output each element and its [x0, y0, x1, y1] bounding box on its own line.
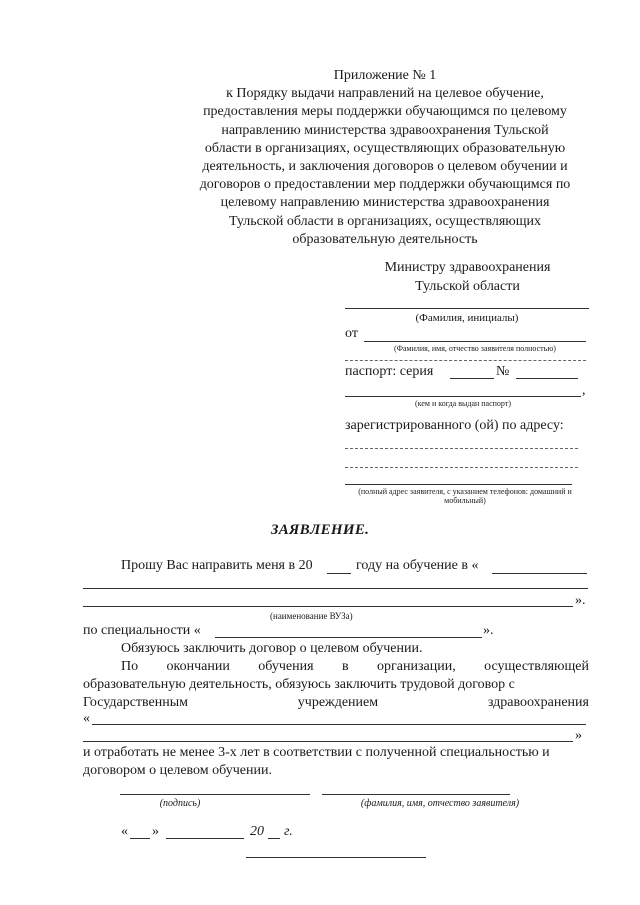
specialty-field[interactable] — [215, 637, 482, 638]
applicant-fio-caption: (фамилия, имя, отчество заявителя) — [360, 798, 520, 809]
obligation-word: в — [342, 659, 349, 674]
specialty-label: по специальности « — [83, 623, 201, 638]
appendix-line: Тульской области в организациях, осуществляющих — [228, 213, 542, 229]
signature-line[interactable] — [120, 794, 310, 795]
registered-address-label: зарегистрированного (ой) по адресу: — [345, 418, 564, 433]
appendix-line: образовательную деятельность — [292, 231, 478, 247]
university-field-3[interactable] — [83, 606, 573, 607]
appendix-line: договоров о предоставлении мер поддержки обучающимся по — [199, 177, 571, 193]
university-caption: (наименование ВУЗа) — [270, 611, 353, 621]
obligation-word: По — [121, 659, 139, 674]
university-field-1[interactable] — [492, 573, 587, 574]
date-year-field[interactable] — [268, 838, 280, 839]
university-close-quote: ». — [575, 593, 586, 608]
signature-caption: (подпись) — [159, 798, 201, 809]
date-open-quote: « — [121, 824, 128, 839]
appendix-line: Приложение № 1 — [333, 68, 437, 83]
applicant-name-line-2[interactable] — [345, 360, 586, 361]
obligation-word: организации, — [377, 659, 456, 674]
passport-series-field[interactable] — [450, 378, 494, 379]
appendix-line: к Порядку выдачи направлений на целевое обучение, — [226, 86, 544, 102]
date-year-suffix: г. — [284, 824, 293, 839]
address-caption: (полный адрес заявителя, с указанием телефонов: домашний и мобильный) — [358, 487, 572, 505]
request-prefix: Прошу Вас направить меня в 20 — [121, 558, 313, 573]
closing-line-2: договором о целевом обучении. — [83, 763, 272, 778]
obligation-word: Государственным — [83, 695, 189, 710]
passport-series-label: паспорт: серия — [345, 364, 434, 379]
passport-number-field[interactable] — [516, 378, 578, 379]
address-line-1[interactable] — [345, 448, 578, 449]
obligation-contract: Обязуюсь заключить договор о целевом обучении. — [121, 641, 423, 656]
applicant-name-line[interactable] — [364, 341, 586, 342]
date-close-quote: » — [152, 824, 159, 839]
university-field-2[interactable] — [83, 588, 588, 589]
appendix-header — [180, 67, 590, 249]
addressee-region: Тульской области — [415, 279, 520, 294]
institution-field-2[interactable] — [83, 741, 573, 742]
institution-open-quote: « — [83, 711, 90, 726]
obligation-line-2: образовательную деятельность, обязуюсь заключить трудовой договор с — [83, 677, 515, 692]
addressee-title: Министру здравоохранения — [384, 260, 551, 275]
passport-issued-line[interactable] — [345, 396, 581, 397]
appendix-line: предоставления меры поддержки обучающимся по целевому — [203, 104, 567, 120]
date-day-field[interactable] — [130, 838, 150, 839]
year-field[interactable] — [327, 573, 351, 574]
passport-number-label: № — [496, 364, 510, 379]
obligation-word: осуществляющей — [484, 659, 589, 674]
specialty-close: ». — [483, 623, 494, 638]
obligation-word: учреждением — [297, 695, 379, 710]
obligation-line-3 — [83, 695, 589, 711]
addressee-fio-line[interactable] — [345, 308, 589, 309]
obligation-word: здравоохранения — [487, 695, 589, 710]
date-month-field[interactable] — [166, 838, 244, 839]
address-line-3[interactable] — [345, 484, 572, 485]
appendix-line: целевому направлению министерства здравоохранения — [220, 195, 550, 211]
passport-issued-comma: , — [582, 383, 586, 398]
closing-line-1: и отработать не менее 3-х лет в соответствии с полученной специальностью и — [83, 745, 550, 760]
request-mid: году на обучение в « — [356, 558, 479, 573]
from-label: от — [345, 326, 358, 341]
passport-issued-caption: (кем и когда выдан паспорт) — [414, 399, 511, 408]
date-year-prefix: 20 — [250, 824, 264, 839]
statement-title: ЗАЯВЛЕНИЕ. — [270, 522, 370, 538]
bottom-signature-line[interactable] — [246, 857, 426, 858]
appendix-line: направлению министерства здравоохранения Тульской — [221, 122, 549, 138]
obligation-word: окончании — [166, 659, 230, 674]
institution-close-quote: » — [575, 728, 582, 743]
appendix-line: деятельность, и заключения договоров о целевом обучении и — [202, 159, 568, 175]
addressee-fio-caption: (Фамилия, инициалы) — [415, 312, 519, 324]
addressee-block — [345, 258, 590, 296]
address-line-2[interactable] — [345, 467, 578, 468]
obligation-word: обучения — [258, 659, 314, 674]
applicant-fio-line[interactable] — [322, 794, 510, 795]
institution-field-1[interactable] — [92, 724, 586, 725]
appendix-line: области в организациях, осуществляющих образовательную — [204, 140, 566, 156]
applicant-name-caption: (Фамилия, имя, отчество заявителя полностью) — [394, 344, 556, 353]
obligation-line-1 — [121, 659, 589, 675]
